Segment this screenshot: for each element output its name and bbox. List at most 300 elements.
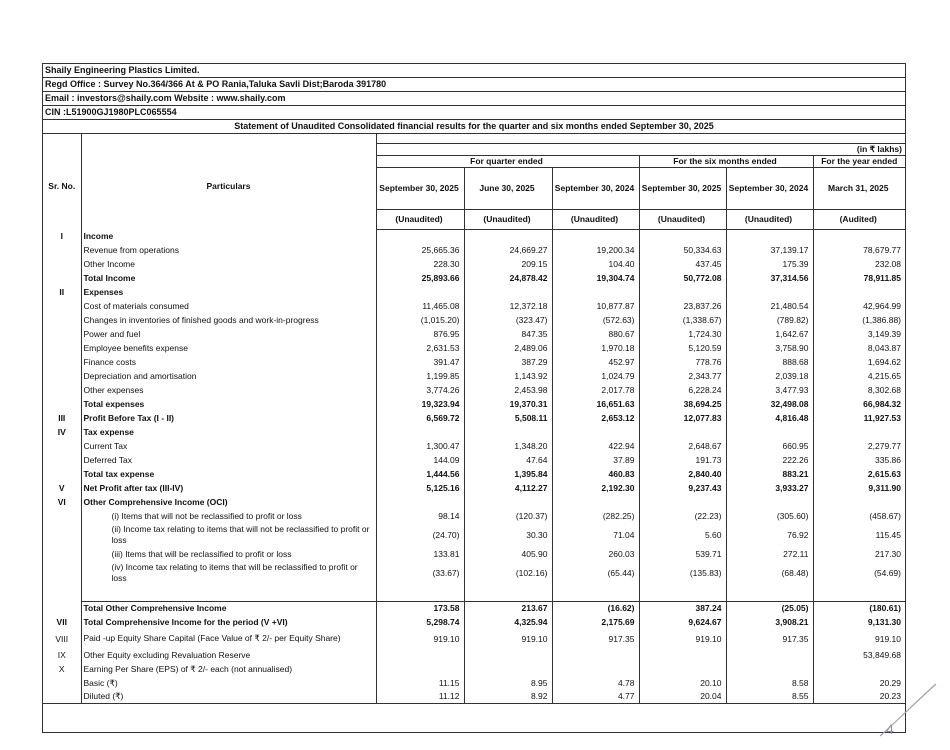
value-cell: 23,837.26 <box>639 299 726 313</box>
value-cell: (1,386.88) <box>862 315 901 325</box>
value-cell <box>813 662 905 676</box>
sr-no-cell <box>43 467 81 481</box>
value-cell: (458.67) <box>869 511 901 521</box>
value-cell: 1,970.18 <box>552 341 639 355</box>
sr-no-cell <box>43 383 81 397</box>
value-cell: 919.10 <box>464 629 552 648</box>
value-cell: 24,878.42 <box>464 271 552 285</box>
period-header: June 30, 2025 <box>464 167 552 209</box>
value-cell <box>552 585 639 601</box>
value-cell: 2,453.98 <box>464 383 552 397</box>
value-cell: (65.44) <box>552 561 639 585</box>
value-cell: 12,077.83 <box>639 411 726 425</box>
value-cell: 19,323.94 <box>376 397 464 411</box>
table-row <box>43 676 905 690</box>
table-row <box>43 313 905 327</box>
value-cell: 12,372.18 <box>464 299 552 313</box>
value-cell: 50,334.63 <box>639 243 726 257</box>
sr-no-cell: V <box>43 481 81 495</box>
particulars-cell: Changes in inventories of finished goods and work-in-progress <box>81 313 376 327</box>
value-cell: 422.94 <box>552 439 639 453</box>
value-cell: 173.58 <box>376 601 464 615</box>
value-cell: 37.89 <box>552 453 639 467</box>
value-cell: (33.67) <box>376 561 464 585</box>
value-cell <box>376 285 464 299</box>
value-cell: 5,298.74 <box>376 615 464 629</box>
table-row <box>43 369 905 383</box>
statement-title: Statement of Unaudited Consolidated financial results for the quarter and six months ended September 30, 2025 <box>43 120 905 134</box>
group-year: For the year ended <box>813 155 905 167</box>
particulars-cell: Expenses <box>81 285 376 299</box>
value-cell: 25,665.36 <box>376 243 464 257</box>
value-cell <box>639 648 726 662</box>
value-cell <box>639 662 726 676</box>
sr-no-cell <box>43 355 81 369</box>
sr-no-header: Sr. No. <box>43 143 81 229</box>
units-label: (in ₹ lakhs) <box>813 143 905 155</box>
sr-no-cell <box>43 453 81 467</box>
value-cell <box>639 425 726 439</box>
value-cell: 8.92 <box>464 690 552 703</box>
value-cell: 20.10 <box>639 676 726 690</box>
value-cell: 228.30 <box>376 257 464 271</box>
value-cell: 8,302.68 <box>867 385 901 395</box>
value-cell: 1,694.62 <box>867 357 901 367</box>
particulars-cell: Basic (₹) <box>81 676 376 690</box>
particulars-cell: (iii) Items that will be reclassified to profit or loss <box>81 547 376 561</box>
value-cell <box>376 585 464 601</box>
sr-no-cell <box>43 547 81 561</box>
table-row <box>43 257 905 271</box>
table-row <box>43 327 905 341</box>
period-header: September 30, 2024 <box>552 167 639 209</box>
particulars-cell: Other Comprehensive Income (OCI) <box>81 495 376 509</box>
contact-line: Email : investors@shaily.com Website : www.shaily.com <box>43 92 905 106</box>
sr-no-cell <box>43 257 81 271</box>
value-cell: 11.15 <box>376 676 464 690</box>
value-cell <box>813 585 905 601</box>
value-cell: 387.29 <box>464 355 552 369</box>
particulars-cell: Other Income <box>81 257 376 271</box>
value-cell: 460.83 <box>552 467 639 481</box>
value-cell: 213.67 <box>464 601 552 615</box>
table-row <box>43 229 905 243</box>
table-row <box>43 523 905 547</box>
particulars-cell: (ii) Income tax relating to items that will not be reclassified to profit or loss <box>81 523 376 547</box>
value-cell <box>726 585 813 601</box>
particulars-cell: (iv) Income tax relating to items that will be reclassified to profit or loss <box>81 561 376 585</box>
particulars-cell: Diluted (₹) <box>81 690 376 703</box>
value-cell: 11,927.53 <box>863 413 901 423</box>
value-cell: 133.81 <box>376 547 464 561</box>
value-cell <box>552 425 639 439</box>
value-cell: 2,343.77 <box>639 369 726 383</box>
value-cell <box>726 229 813 243</box>
value-cell: 38,694.25 <box>639 397 726 411</box>
sr-no-cell: IV <box>43 425 81 439</box>
value-cell <box>552 662 639 676</box>
value-cell: 5,125.16 <box>376 481 464 495</box>
value-cell: 272.11 <box>726 547 813 561</box>
particulars-cell: Finance costs <box>81 355 376 369</box>
value-cell: 9,131.30 <box>867 617 901 627</box>
value-cell: 191.73 <box>639 453 726 467</box>
value-cell <box>464 495 552 509</box>
sr-no-cell: VI <box>43 495 81 509</box>
value-cell: 4,816.48 <box>726 411 813 425</box>
audit-status-header: (Unaudited) <box>376 209 464 229</box>
particulars-cell: Total expenses <box>81 397 376 411</box>
value-cell <box>726 662 813 676</box>
value-cell: 11.12 <box>376 690 464 703</box>
table-row <box>43 271 905 285</box>
particulars-cell: Total tax expense <box>81 467 376 481</box>
value-cell: 20.29 <box>879 678 901 688</box>
value-cell: 222.26 <box>726 453 813 467</box>
value-cell: 16,651.63 <box>552 397 639 411</box>
value-cell: 71.04 <box>552 523 639 547</box>
sr-no-cell: IX <box>43 648 81 662</box>
value-cell: 37,139.17 <box>726 243 813 257</box>
particulars-cell: Net Profit after tax (III-IV) <box>81 481 376 495</box>
group-six-months: For the six months ended <box>639 155 813 167</box>
value-cell: 19,304.74 <box>552 271 639 285</box>
value-cell: 452.97 <box>552 355 639 369</box>
value-cell: (789.82) <box>726 313 813 327</box>
value-cell: (68.48) <box>726 561 813 585</box>
value-cell: 104.40 <box>552 257 639 271</box>
group-quarter: For quarter ended <box>376 155 639 167</box>
value-cell: 11,465.08 <box>376 299 464 313</box>
table-row <box>43 299 905 313</box>
value-cell: 4.77 <box>552 690 639 703</box>
particulars-cell: Power and fuel <box>81 327 376 341</box>
table-row <box>43 411 905 425</box>
table-row <box>43 439 905 453</box>
table-row <box>43 285 905 299</box>
value-cell <box>639 229 726 243</box>
value-cell <box>552 648 639 662</box>
value-cell: 9,311.90 <box>868 483 901 493</box>
value-cell: (1,338.67) <box>639 313 726 327</box>
value-cell: 2,615.63 <box>867 469 901 479</box>
value-cell: 1,395.84 <box>464 467 552 481</box>
value-cell <box>376 662 464 676</box>
company-name: Shaily Engineering Plastics Limited. <box>43 64 905 78</box>
cin-line: CIN :L51900GJ1980PLC065554 <box>43 106 905 120</box>
sr-no-cell <box>43 561 81 585</box>
value-cell: 4,112.27 <box>464 481 552 495</box>
value-cell: 1,724.30 <box>639 327 726 341</box>
particulars-cell: Deferred Tax <box>81 453 376 467</box>
particulars-cell: Cost of materials consumed <box>81 299 376 313</box>
table-row <box>43 629 905 648</box>
value-cell: 4,325.94 <box>464 615 552 629</box>
value-cell: 19,370.31 <box>464 397 552 411</box>
value-cell: (25.05) <box>726 601 813 615</box>
value-cell: 2,648.67 <box>639 439 726 453</box>
value-cell <box>376 495 464 509</box>
value-cell <box>552 229 639 243</box>
value-cell <box>813 285 905 299</box>
value-cell: 660.95 <box>726 439 813 453</box>
value-cell: 2,175.69 <box>552 615 639 629</box>
table-footer-spacer <box>43 703 905 717</box>
value-cell: 21,480.54 <box>726 299 813 313</box>
value-cell: 539.71 <box>639 547 726 561</box>
table-row <box>43 243 905 257</box>
value-cell: 10,877.87 <box>552 299 639 313</box>
value-cell: 1,642.67 <box>726 327 813 341</box>
value-cell <box>813 495 905 509</box>
value-cell: 778.76 <box>639 355 726 369</box>
value-cell <box>464 229 552 243</box>
sr-no-cell <box>43 439 81 453</box>
value-cell: 8,043.87 <box>867 343 901 353</box>
value-cell: 6,228.24 <box>639 383 726 397</box>
value-cell: 5,120.59 <box>639 341 726 355</box>
value-cell: 76.92 <box>726 523 813 547</box>
value-cell <box>639 585 726 601</box>
value-cell: 1,300.47 <box>376 439 464 453</box>
sr-no-cell: I <box>43 229 81 243</box>
value-cell <box>726 425 813 439</box>
value-cell <box>726 495 813 509</box>
value-cell: (572.63) <box>552 313 639 327</box>
particulars-cell: Total Income <box>81 271 376 285</box>
value-cell: 2,631.53 <box>376 341 464 355</box>
value-cell: 8.58 <box>726 676 813 690</box>
value-cell: 847.35 <box>464 327 552 341</box>
table-row <box>43 481 905 495</box>
value-cell <box>726 648 813 662</box>
particulars-cell: Depreciation and amortisation <box>81 369 376 383</box>
sr-no-cell: VII <box>43 615 81 629</box>
table-row <box>43 561 905 585</box>
sr-no-cell <box>43 397 81 411</box>
particulars-cell: Other Equity excluding Revaluation Reserve <box>81 648 376 662</box>
value-cell: 4.78 <box>552 676 639 690</box>
table-row <box>43 547 905 561</box>
sr-no-cell <box>43 313 81 327</box>
value-cell <box>464 648 552 662</box>
value-cell: 919.10 <box>376 629 464 648</box>
value-cell: 6,569.72 <box>376 411 464 425</box>
value-cell: 2,192.30 <box>552 481 639 495</box>
value-cell <box>813 425 905 439</box>
period-header: March 31, 2025 <box>813 167 905 209</box>
value-cell: 232.08 <box>875 259 901 269</box>
value-cell: 260.03 <box>552 547 639 561</box>
value-cell: 8.95 <box>464 676 552 690</box>
value-cell: 2,039.18 <box>726 369 813 383</box>
value-cell: 50,772.08 <box>639 271 726 285</box>
particulars-cell: Profit Before Tax (I - II) <box>81 411 376 425</box>
value-cell <box>552 495 639 509</box>
value-cell: (54.69) <box>874 568 901 578</box>
particulars-cell: Total Comprehensive Income for the period (V +VI) <box>81 615 376 629</box>
table-row <box>43 509 905 523</box>
value-cell: 1,348.20 <box>464 439 552 453</box>
table-row <box>43 648 905 662</box>
value-cell: 47.64 <box>464 453 552 467</box>
value-cell: 20.04 <box>639 690 726 703</box>
particulars-header: Particulars <box>81 143 376 229</box>
period-header: September 30, 2024 <box>726 167 813 209</box>
value-cell: 217.30 <box>875 549 901 559</box>
particulars-cell <box>81 585 376 601</box>
particulars-cell: Employee benefits expense <box>81 341 376 355</box>
period-header: September 30, 2025 <box>376 167 464 209</box>
value-cell: (102.16) <box>464 561 552 585</box>
financial-results-table <box>43 134 905 717</box>
value-cell: 1,199.85 <box>376 369 464 383</box>
value-cell: 42,964.99 <box>863 301 901 311</box>
value-cell <box>639 285 726 299</box>
value-cell: 3,908.21 <box>726 615 813 629</box>
value-cell: 876.95 <box>376 327 464 341</box>
value-cell: 209.15 <box>464 257 552 271</box>
results-sheet <box>42 63 906 733</box>
value-cell: 144.09 <box>376 453 464 467</box>
value-cell: 98.14 <box>376 509 464 523</box>
table-row <box>43 495 905 509</box>
value-cell: 3,774.26 <box>376 383 464 397</box>
table-row <box>43 397 905 411</box>
value-cell <box>726 285 813 299</box>
value-cell: 3,477.93 <box>726 383 813 397</box>
value-cell: 2,489.06 <box>464 341 552 355</box>
value-cell: 78,911.85 <box>863 273 901 283</box>
value-cell <box>464 662 552 676</box>
table-row <box>43 425 905 439</box>
value-cell: 20.23 <box>813 690 905 703</box>
value-cell <box>464 285 552 299</box>
audit-status-header: (Unaudited) <box>726 209 813 229</box>
value-cell: 78,679.77 <box>863 245 901 255</box>
value-cell: 5,508.11 <box>464 411 552 425</box>
value-cell: 24,669.27 <box>464 243 552 257</box>
table-row <box>43 341 905 355</box>
particulars-cell: Total Other Comprehensive Income <box>81 601 376 615</box>
value-cell <box>813 229 905 243</box>
value-cell <box>376 648 464 662</box>
value-cell: 3,149.39 <box>867 329 901 339</box>
audit-status-header: (Unaudited) <box>464 209 552 229</box>
sr-no-cell <box>43 523 81 547</box>
particulars-cell: Revenue from operations <box>81 243 376 257</box>
value-cell: (135.83) <box>639 561 726 585</box>
value-cell: (16.62) <box>552 601 639 615</box>
table-row <box>43 383 905 397</box>
value-cell: 919.10 <box>639 629 726 648</box>
value-cell: 66,984.32 <box>863 399 901 409</box>
audit-status-header: (Audited) <box>813 209 905 229</box>
sr-no-cell <box>43 690 81 703</box>
header-spacer <box>43 134 81 143</box>
value-cell: 880.67 <box>552 327 639 341</box>
value-cell: (282.25) <box>552 509 639 523</box>
value-cell: 5.60 <box>639 523 726 547</box>
signature-mark <box>868 680 938 740</box>
value-cell: 9,237.43 <box>639 481 726 495</box>
sr-no-cell <box>43 243 81 257</box>
sr-no-cell <box>43 585 81 601</box>
value-cell: 405.90 <box>464 547 552 561</box>
value-cell <box>552 285 639 299</box>
value-cell: 1,444.56 <box>376 467 464 481</box>
value-cell: 3,933.27 <box>726 481 813 495</box>
table-row <box>43 355 905 369</box>
page-number: 4 <box>886 721 894 737</box>
particulars-cell: Tax expense <box>81 425 376 439</box>
registered-office: Regd Office : Survey No.364/366 At & PO Rania,Taluka Savli Dist;Baroda 391780 <box>43 78 905 92</box>
value-cell: 917.35 <box>552 629 639 648</box>
value-cell: 437.45 <box>639 257 726 271</box>
value-cell: (180.61) <box>813 601 905 615</box>
value-cell: 53,849.68 <box>863 650 901 660</box>
sr-no-cell <box>43 601 81 615</box>
sr-no-cell: III <box>43 411 81 425</box>
sr-no-cell <box>43 327 81 341</box>
table-row <box>43 615 905 629</box>
value-cell: 8.55 <box>726 690 813 703</box>
audit-status-header: (Unaudited) <box>639 209 726 229</box>
value-cell: 1,143.92 <box>464 369 552 383</box>
sr-no-cell: VIII <box>43 629 81 648</box>
table-row <box>43 453 905 467</box>
value-cell: (1,015.20) <box>376 313 464 327</box>
particulars-cell: Other expenses <box>81 383 376 397</box>
sr-no-cell: X <box>43 662 81 676</box>
particulars-cell: Paid -up Equity Share Capital (Face Value of ₹ 2/- per Equity Share) <box>81 629 376 648</box>
value-cell: 917.35 <box>726 629 813 648</box>
value-cell: 9,624.67 <box>639 615 726 629</box>
sr-no-cell <box>43 509 81 523</box>
value-cell: 2,653.12 <box>552 411 639 425</box>
value-cell: 32,498.08 <box>726 397 813 411</box>
sr-no-cell <box>43 676 81 690</box>
value-cell: 335.86 <box>875 455 901 465</box>
value-cell: (22.23) <box>639 509 726 523</box>
value-cell <box>376 425 464 439</box>
value-cell: 175.39 <box>726 257 813 271</box>
particulars-cell: (i) Items that will not be reclassified to profit or loss <box>81 509 376 523</box>
value-cell: 919.10 <box>875 633 901 644</box>
particulars-cell: Current Tax <box>81 439 376 453</box>
table-row <box>43 467 905 481</box>
sr-no-cell <box>43 369 81 383</box>
value-cell: (323.47) <box>464 313 552 327</box>
value-cell: 4,215.65 <box>867 371 901 381</box>
value-cell: 3,758.90 <box>726 341 813 355</box>
value-cell: 883.21 <box>726 467 813 481</box>
table-row <box>43 662 905 676</box>
value-cell <box>464 585 552 601</box>
value-cell: 37,314.56 <box>726 271 813 285</box>
value-cell: 1,024.79 <box>552 369 639 383</box>
value-cell: 2,840.40 <box>639 467 726 481</box>
table-row <box>43 585 905 601</box>
value-cell <box>639 495 726 509</box>
value-cell <box>376 229 464 243</box>
value-cell: 888.68 <box>726 355 813 369</box>
table-row <box>43 690 905 703</box>
table-row <box>43 601 905 615</box>
value-cell: 391.47 <box>376 355 464 369</box>
value-cell: 2,017.78 <box>552 383 639 397</box>
sr-no-cell <box>43 299 81 313</box>
